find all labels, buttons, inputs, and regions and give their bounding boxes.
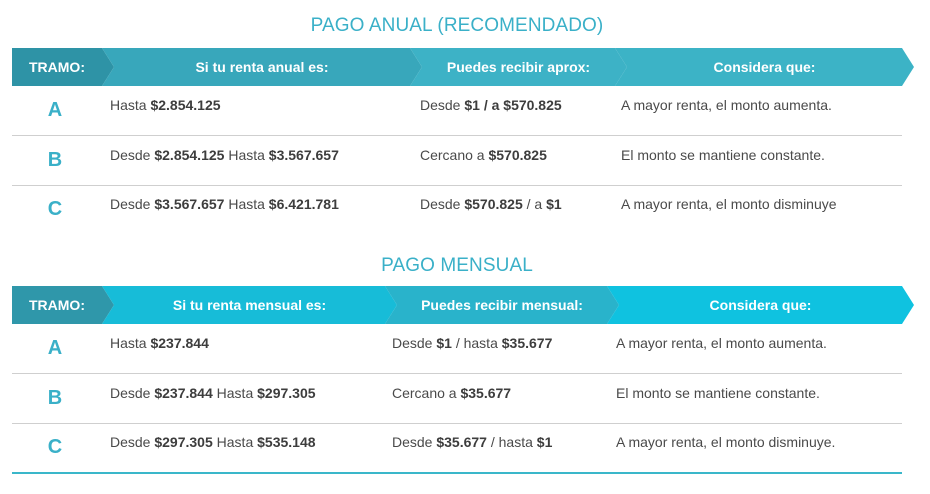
- anual-table-header: [12, 48, 914, 86]
- mensual-table-header: [12, 286, 914, 324]
- anual-header-tramo: TRAMO:: [29, 59, 85, 75]
- anual-header-considera: Considera que:: [713, 59, 816, 75]
- anual-renta-b: Desde $2.854.125 Hasta $3.567.657: [110, 147, 339, 163]
- mensual-recibir-a: Desde $1 / hasta $35.677: [392, 335, 553, 351]
- mensual-row-b: [12, 374, 902, 424]
- mensual-section-title: PAGO MENSUAL: [381, 255, 533, 276]
- anual-recibir-c: Desde $570.825 / a $1: [420, 196, 562, 212]
- mensual-row-c: [12, 423, 902, 474]
- anual-header-recibir: Puedes recibir aprox:: [446, 59, 591, 75]
- anual-section-title: PAGO ANUAL (RECOMENDADO): [310, 15, 604, 36]
- anual-considera-b: El monto se mantiene constante.: [621, 147, 825, 163]
- mensual-tramo-c: C: [47, 436, 63, 458]
- mensual-recibir-b: Cercano a $35.677: [392, 385, 512, 401]
- anual-row-c: [12, 185, 902, 234]
- mensual-header-considera: Considera que:: [709, 297, 812, 313]
- mensual-considera-a: A mayor renta, el monto aumenta.: [616, 335, 827, 351]
- mensual-header-tramo: TRAMO:: [29, 297, 85, 313]
- mensual-header-renta: Si tu renta mensual es:: [172, 297, 327, 313]
- mensual-recibir-c: Desde $35.677 / hasta $1: [392, 434, 553, 450]
- mensual-renta-b: Desde $237.844 Hasta $297.305: [110, 385, 316, 401]
- anual-considera-c: A mayor renta, el monto disminuye: [621, 196, 837, 212]
- anual-recibir-a: Desde $1 / a $570.825: [420, 97, 562, 113]
- anual-tramo-a: A: [47, 99, 63, 121]
- mensual-considera-b: El monto se mantiene constante.: [616, 385, 820, 401]
- anual-renta-c: Desde $3.567.657 Hasta $6.421.781: [110, 196, 339, 212]
- anual-considera-a: A mayor renta, el monto aumenta.: [621, 97, 832, 113]
- anual-header-renta: Si tu renta anual es:: [195, 59, 329, 75]
- mensual-renta-a: Hasta $237.844: [110, 335, 209, 351]
- mensual-renta-c: Desde $297.305 Hasta $535.148: [110, 434, 316, 450]
- anual-row-b: [12, 136, 902, 186]
- mensual-tramo-b: B: [47, 387, 63, 409]
- anual-tramo-b: B: [47, 149, 63, 171]
- anual-row-a: [12, 86, 902, 136]
- mensual-tramo-a: A: [47, 337, 63, 359]
- anual-tramo-c: C: [47, 198, 63, 220]
- mensual-considera-c: A mayor renta, el monto disminuye.: [616, 434, 836, 450]
- anual-recibir-b: Cercano a $570.825: [420, 147, 547, 163]
- mensual-header-recibir: Puedes recibir mensual:: [421, 297, 583, 313]
- mensual-row-a: [12, 324, 902, 374]
- anual-renta-a: Hasta $2.854.125: [110, 97, 221, 113]
